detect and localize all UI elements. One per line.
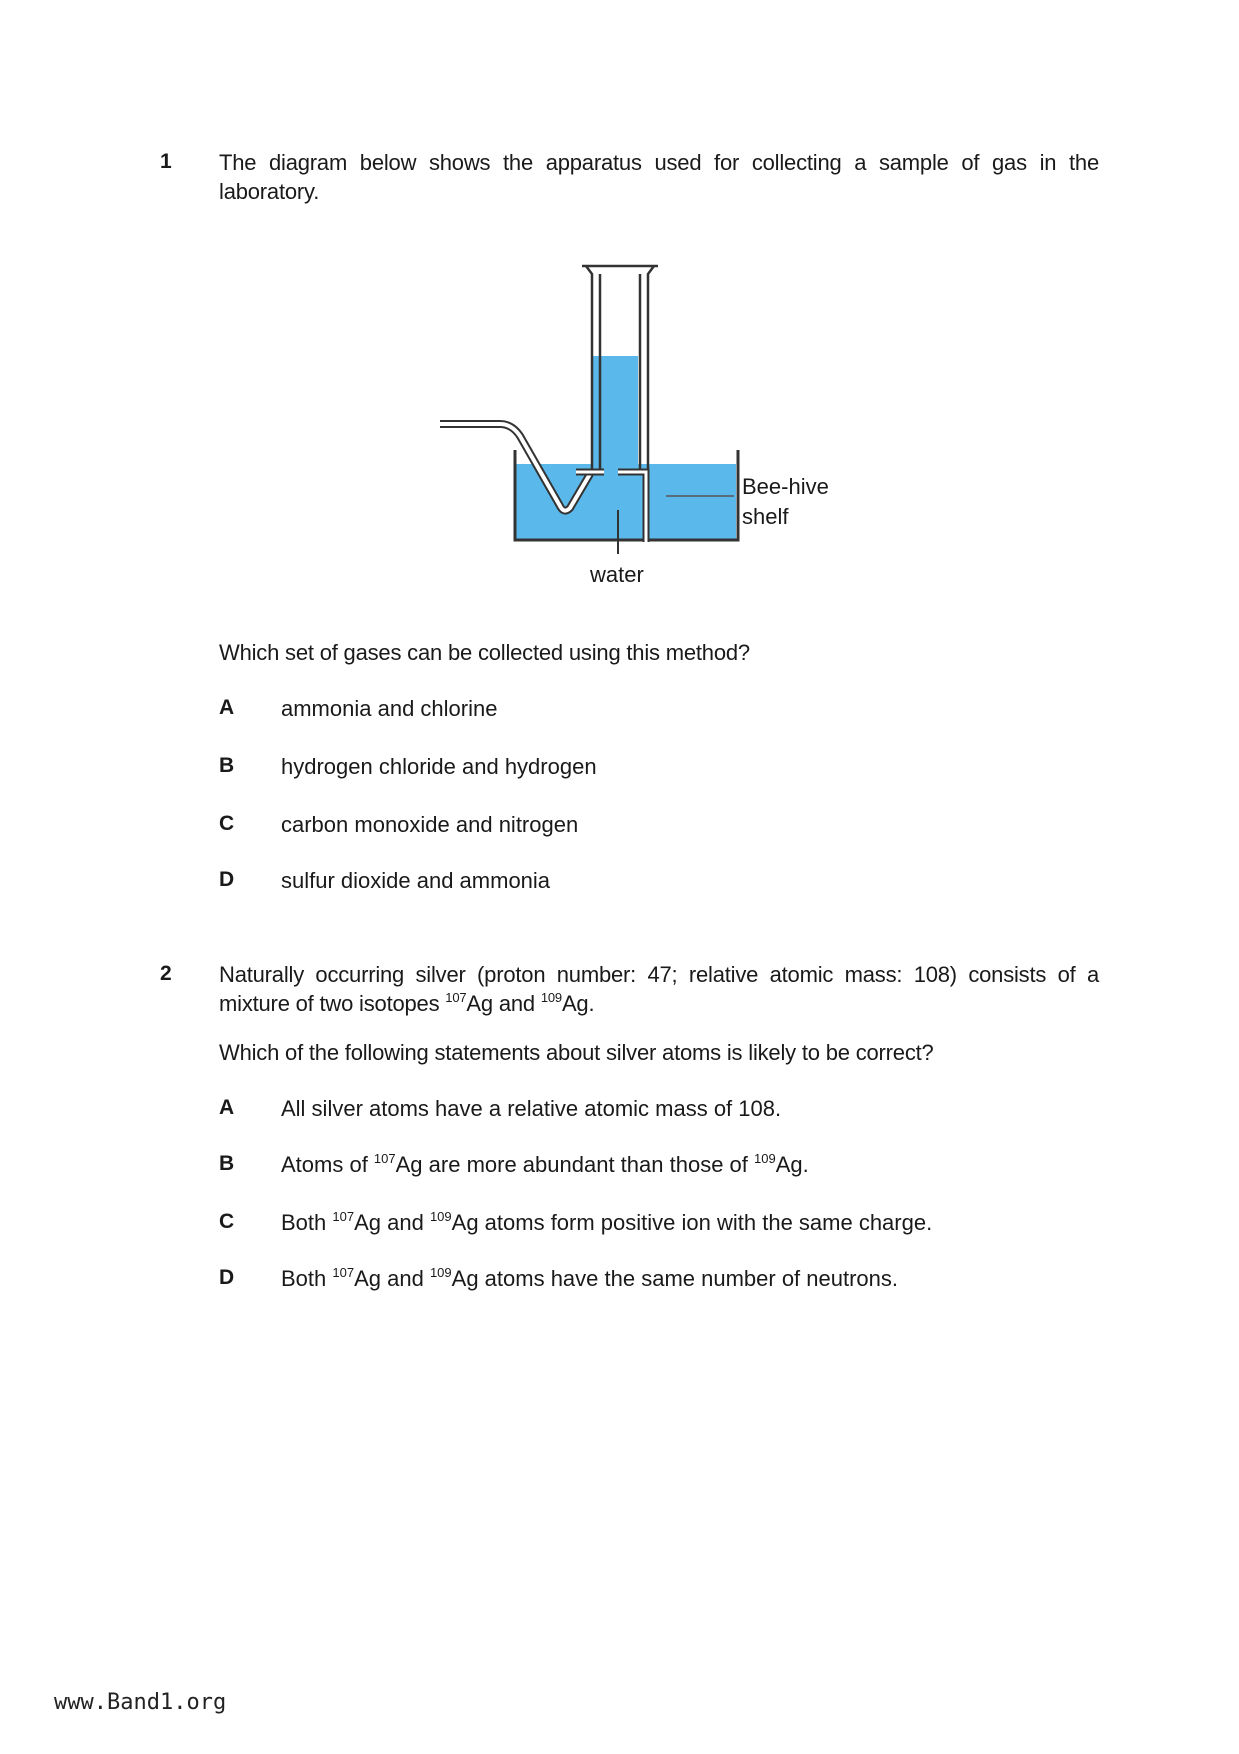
- text-part: .: [802, 1152, 809, 1177]
- text-part: Both: [281, 1266, 333, 1291]
- isotope-mass: 107: [373, 1151, 396, 1166]
- element-symbol: Ag: [395, 1152, 423, 1177]
- isotope-mass: 107: [332, 1265, 355, 1280]
- stem-text: .: [588, 991, 595, 1016]
- footer-watermark: www.Band1.org: [54, 1690, 227, 1715]
- text-part: Atoms of: [281, 1152, 374, 1177]
- option-text: sulfur dioxide and ammonia: [281, 868, 551, 893]
- option-letter: B: [219, 754, 235, 777]
- stem-text: Naturally occurring silver (proton number: 47; relative atomic mass: 108) consists of a mixture of two isotopes: [219, 962, 1099, 1016]
- gas-collection-diagram: [440, 260, 900, 595]
- text-part: and: [381, 1210, 430, 1235]
- label-bee-hive: Bee-hive: [742, 474, 829, 499]
- element-symbol: Ag: [354, 1266, 381, 1291]
- isotope-mass: 109: [429, 1265, 452, 1280]
- question-1-stem: The diagram below shows the apparatus used for collecting a sample of gas in the laboratory.: [219, 150, 1099, 204]
- isotope-mass: 107: [445, 990, 467, 1005]
- label-water: water: [590, 562, 644, 587]
- element-symbol: Ag: [354, 1210, 381, 1235]
- text-part: and: [381, 1266, 430, 1291]
- option-letter: D: [219, 868, 235, 891]
- isotope-mass: 109: [754, 1151, 776, 1166]
- text-part: Both: [281, 1210, 333, 1235]
- option-text: ammonia and chlorine: [281, 696, 498, 721]
- isotope-mass: 109: [540, 990, 562, 1005]
- element-symbol: Ag: [466, 991, 493, 1016]
- element-symbol: Ag: [775, 1152, 803, 1177]
- question-2-stem: [219, 960, 1099, 1018]
- text-part: are more abundant than those of: [422, 1152, 754, 1177]
- isotope-mass: 109: [429, 1209, 452, 1224]
- option-text: hydrogen chloride and hydrogen: [281, 754, 597, 779]
- option-text: carbon monoxide and nitrogen: [281, 812, 579, 837]
- text-part: atoms have the same number of neutrons.: [478, 1266, 899, 1291]
- option-letter: C: [219, 812, 235, 835]
- option-text: All silver atoms have a relative atomic mass of 108.: [281, 1096, 782, 1121]
- option-text: [281, 1152, 809, 1178]
- element-symbol: Ag: [451, 1266, 479, 1291]
- element-symbol: Ag: [561, 991, 589, 1016]
- option-letter: A: [219, 696, 235, 719]
- stem-text: and: [492, 991, 541, 1016]
- question-1-number: 1: [160, 150, 172, 173]
- option-letter: C: [219, 1210, 235, 1233]
- option-letter: A: [219, 1096, 235, 1119]
- apparatus-svg: [440, 260, 900, 590]
- isotope-mass: 107: [332, 1209, 355, 1224]
- question-1-prompt: Which set of gases can be collected using this method?: [219, 640, 750, 665]
- option-text: [281, 1266, 898, 1292]
- option-letter: D: [219, 1266, 235, 1289]
- question-2-number: 2: [160, 962, 172, 985]
- element-symbol: Ag: [451, 1210, 479, 1235]
- option-letter: B: [219, 1152, 235, 1175]
- text-part: atoms form positive ion with the same charge.: [478, 1210, 933, 1235]
- label-shelf: shelf: [742, 504, 789, 529]
- option-text: [281, 1210, 932, 1236]
- question-2-prompt: Which of the following statements about silver atoms is likely to be correct?: [219, 1040, 934, 1065]
